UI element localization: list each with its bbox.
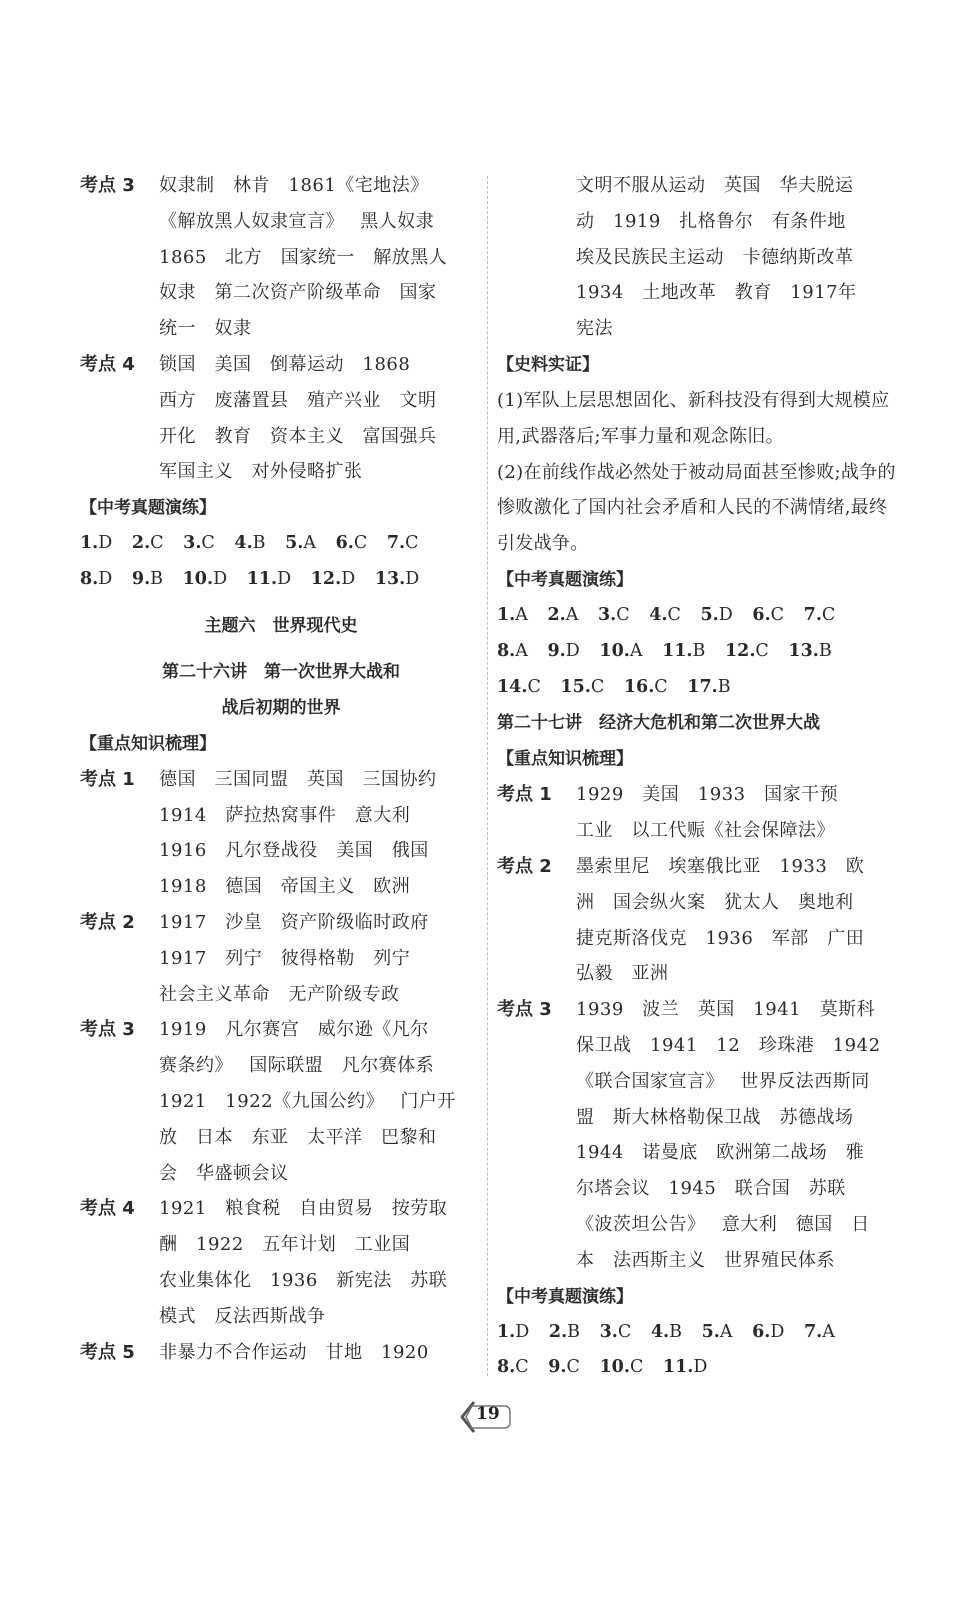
kaodian-label: 考点 4: [80, 1198, 135, 1220]
answer-item: 1.A: [497, 604, 528, 625]
answer-row: [497, 1350, 899, 1386]
answer-item: 3.C: [599, 1321, 632, 1342]
kaodian-label: 考点 3: [80, 1019, 135, 1041]
lecture-title: 第二十七讲 经济大危机和第二次世界大战: [497, 713, 820, 734]
text-line: 本 法西斯主义 世界殖民体系: [576, 1249, 835, 1271]
answer-item: 5.D: [700, 604, 733, 625]
answer-item: 11.B: [662, 640, 706, 661]
text-line: 工业 以工代赈《社会保障法》: [576, 820, 835, 842]
answer-item: 11.D: [662, 1357, 708, 1378]
kaodian-5-block: [80, 1335, 482, 1371]
topic-title: 主题六 世界现代史: [204, 615, 358, 636]
text-line: 社会主义革命 无产阶级专政: [159, 983, 400, 1005]
kaodian-content: [576, 777, 899, 849]
continued-content: [497, 168, 899, 347]
answer-item: 3.C: [598, 604, 630, 625]
answer-row: [497, 598, 899, 634]
kaodian-content: [159, 762, 482, 905]
answer-item: 9.B: [131, 568, 164, 589]
answer-item: 15.C: [560, 676, 605, 697]
text-line: 模式 反法西斯战争: [159, 1305, 326, 1327]
text-line: 《解放黑人奴隶宣言》 黑人奴隶: [159, 210, 435, 232]
text-line: 1921 粮食税 自由贸易 按劳取: [159, 1198, 448, 1220]
text-line: 1914 萨拉热窝事件 意大利: [159, 804, 411, 826]
answer-item: 12.C: [724, 640, 769, 661]
text-line: 奴隶 第二次资产阶级革命 国家: [159, 282, 437, 304]
text-line: 1917 沙皇 资产阶级临时政府: [159, 911, 429, 933]
answer-item: 6.C: [752, 604, 785, 625]
text-line: 军国主义 对外侵略扩张: [159, 461, 363, 483]
answer-item: 8.A: [497, 640, 528, 661]
kaodian-4b-block: [80, 1191, 482, 1334]
kaodian-content: [576, 992, 899, 1278]
answer-item: 6.C: [335, 533, 368, 554]
kaodian-label: 考点 1: [497, 784, 552, 806]
answer-item: 7.C: [803, 604, 836, 625]
section-header: 【中考真题演练】: [497, 1286, 633, 1307]
answer-item: 8.C: [497, 1357, 529, 1378]
section-header: 【中考真题演练】: [80, 498, 216, 519]
answer-item: 10.C: [599, 1357, 644, 1378]
text-line: 1934 土地改革 教育 1917年: [576, 282, 857, 304]
kaodian-content: [159, 347, 482, 490]
text-line: 埃及民族民主运动 卡德纳斯改革: [576, 246, 854, 268]
answer-item: 10.A: [599, 640, 643, 661]
text-line: 《波茨坦公告》 意大利 德国 日: [576, 1213, 870, 1235]
answer-item: 1.D: [80, 533, 113, 554]
text-line: 西方 废藩置县 殖产兴业 文明: [159, 389, 437, 411]
text-line: 1917 列宁 彼得格勒 列宁: [159, 947, 411, 969]
text-line: 保卫战 1941 12 珍珠港 1942: [576, 1034, 881, 1056]
text-line: 文明不服从运动 英国 华夫脱运: [576, 175, 854, 196]
kaodian-content: [159, 905, 482, 1012]
answer-item: 13.D: [374, 568, 420, 589]
text-line: 会 华盛顿会议: [159, 1162, 289, 1184]
answer-item: 16.C: [623, 676, 668, 697]
answer-item: 5.A: [285, 533, 317, 554]
text-line: 1939 波兰 英国 1941 莫斯科: [576, 999, 876, 1021]
page-number-badge: [460, 1400, 514, 1434]
text-line: 捷克斯洛伐克 1936 军部 广田: [576, 927, 865, 949]
answer-row: [497, 634, 899, 670]
text-line: 墨索里尼 埃塞俄比亚 1933 欧: [576, 855, 865, 877]
answer-item: 3.C: [183, 533, 215, 554]
page-number: 19: [476, 1404, 500, 1424]
kaodian-3-block: [497, 992, 899, 1278]
kaodian-content: [159, 1012, 482, 1191]
answer-item: 4.C: [649, 604, 681, 625]
text-line: 1865 北方 国家统一 解放黑人: [159, 246, 448, 268]
answer-item: 9.C: [548, 1357, 580, 1378]
section-header: 【重点知识梳理】: [497, 749, 633, 770]
text-line: 非暴力不合作运动 甘地 1920: [159, 1341, 429, 1363]
right-column: [497, 168, 899, 1386]
left-column: [80, 168, 482, 1370]
kaodian-label: 考点 2: [497, 855, 552, 877]
text-line: 锁国 美国 倒幕运动 1868: [159, 353, 411, 375]
text-line: 赛条约》 国际联盟 凡尔赛体系: [159, 1055, 435, 1077]
answer-item: 2.A: [547, 604, 579, 625]
kaodian-3b-block: [80, 1012, 482, 1191]
answer-item: 2.C: [131, 533, 164, 554]
answer-item: 7.C: [386, 533, 419, 554]
answer-item: 6.D: [752, 1321, 785, 1342]
kaodian-label: 考点 4: [80, 353, 135, 375]
answer-item: 7.A: [804, 1321, 835, 1342]
text-line: 宪法: [576, 318, 613, 340]
kaodian-content: [159, 1191, 482, 1334]
answer-row: [497, 670, 899, 706]
answer-row: [80, 526, 482, 562]
answer-item: 5.A: [701, 1321, 733, 1342]
kaodian-content: [159, 168, 482, 347]
lecture-title-line-2: 战后初期的世界: [221, 697, 341, 718]
text-line: 1929 美国 1933 国家干预: [576, 784, 839, 806]
text-line: 盟 斯大林格勒保卫战 苏德战场: [576, 1106, 854, 1128]
text-line: 酬 1922 五年计划 工业国: [159, 1234, 411, 1256]
kaodian-label: 考点 3: [497, 999, 552, 1021]
kaodian-label: 考点 2: [80, 911, 135, 933]
text-line: 1916 凡尔登战役 美国 俄国: [159, 840, 429, 862]
kaodian-label: 考点 1: [80, 768, 135, 790]
kaodian-4-block: [80, 347, 482, 490]
answer-item: 9.D: [547, 640, 580, 661]
kaodian-2-block: [80, 905, 482, 1012]
answer-item: 17.B: [687, 676, 731, 697]
text-line: 1944 诺曼底 欧洲第二战场 雅: [576, 1142, 865, 1164]
kaodian-1-block: [80, 762, 482, 905]
text-line: 洲 国会纵火案 犹太人 奥地利: [576, 891, 854, 913]
answer-item: 13.B: [788, 640, 832, 661]
answer-item: 4.B: [650, 1321, 683, 1342]
answer-item: 10.D: [182, 568, 228, 589]
evidence-paragraph: (1)军队上层思想固化、新科技没有得到大规模应用,武器落后;军事力量和观念陈旧。: [497, 389, 890, 447]
lecture-title-line-1: 第二十六讲 第一次世界大战和: [162, 661, 400, 682]
text-line: 1918 德国 帝国主义 欧洲: [159, 876, 411, 898]
answer-item: 4.B: [234, 533, 266, 554]
answer-item: 14.C: [497, 676, 541, 697]
text-line: 奴隶制 林肯 1861《宅地法》: [159, 175, 429, 196]
answer-item: 12.D: [310, 568, 356, 589]
answer-item: 8.D: [80, 568, 113, 589]
text-line: 1919 凡尔赛宫 威尔逊《凡尔: [159, 1019, 429, 1041]
kaodian-content: [576, 849, 899, 992]
text-line: 德国 三国同盟 英国 三国协约: [159, 768, 437, 790]
answer-row: [80, 562, 482, 598]
text-line: 统一 奴隶: [159, 318, 252, 340]
text-line: 放 日本 东亚 太平洋 巴黎和: [159, 1126, 437, 1148]
answer-item: 1.D: [497, 1321, 530, 1342]
text-line: 《联合国家宣言》 世界反法西斯同: [576, 1070, 870, 1092]
section-header: 【史料实证】: [497, 354, 599, 375]
text-line: 尔塔会议 1945 联合国 苏联: [576, 1178, 846, 1200]
text-line: 弘毅 亚洲: [576, 963, 669, 985]
kaodian-label: 考点 5: [80, 1341, 135, 1363]
section-header: 【重点知识梳理】: [80, 733, 216, 754]
text-line: 开化 教育 资本主义 富国强兵: [159, 425, 437, 447]
answer-row: [497, 1315, 899, 1351]
kaodian-1-block: [497, 777, 899, 849]
kaodian-3-block: [80, 168, 482, 347]
kaodian-label: 考点 3: [80, 175, 135, 196]
answer-item: 11.D: [246, 568, 292, 589]
evidence-paragraph: (2)在前线作战必然处于被动局面甚至惨败;战争的惨败激化了国内社会矛盾和人民的不满情绪,最终引发战争。: [497, 461, 896, 555]
section-header: 【中考真题演练】: [497, 569, 633, 590]
text-line: 1921 1922《九国公约》 门户开: [159, 1090, 456, 1112]
text-line: 农业集体化 1936 新宪法 苏联: [159, 1269, 448, 1291]
answer-item: 2.B: [548, 1321, 581, 1342]
kaodian-2-block: [497, 849, 899, 992]
column-divider: [487, 176, 488, 1376]
text-line: 动 1919 扎格鲁尔 有条件地: [576, 210, 846, 232]
kaodian-content: [159, 1335, 482, 1371]
